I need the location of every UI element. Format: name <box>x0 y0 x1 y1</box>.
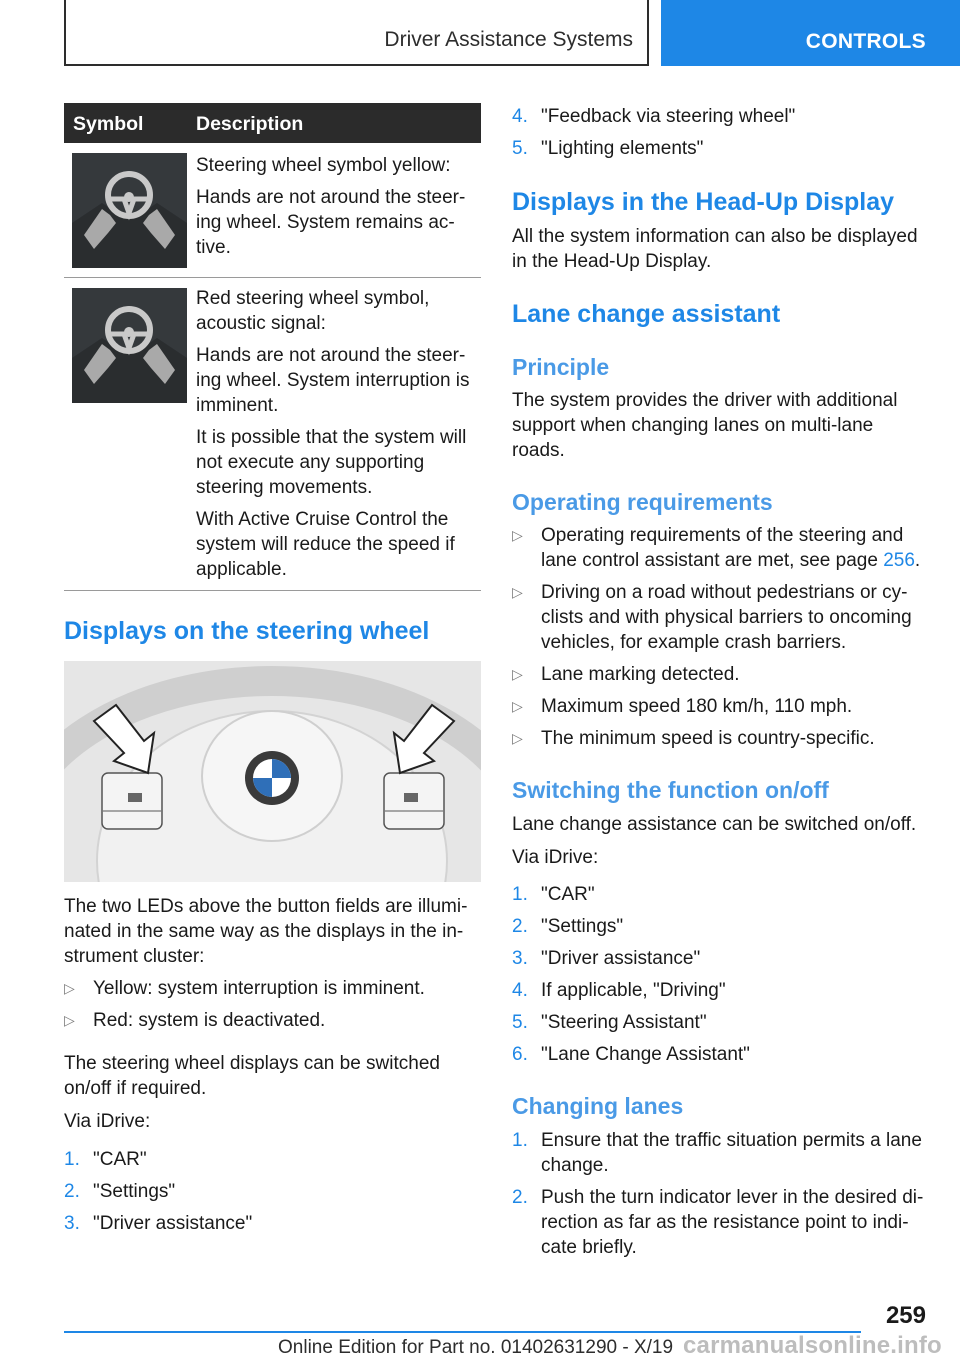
switching-text: Lane change assistance can be switched on/off. <box>512 814 917 835</box>
steering-led-list <box>64 976 481 1033</box>
list-item-text: The minimum speed is country-specific. <box>541 728 875 749</box>
description-line: It is possible that the system will not execute any supporting steering movements. <box>196 427 467 498</box>
step-number: 1. <box>512 1130 528 1151</box>
list-item-text: Lane marking detected. <box>541 664 740 685</box>
step-text: Ensure that the traffic situation permits a lane change. <box>541 1130 922 1176</box>
step-text: "Driver assistance" <box>93 1213 253 1234</box>
list-item <box>64 976 481 1001</box>
heading-principle: Principle <box>512 354 610 380</box>
list-item <box>512 914 930 939</box>
list-item <box>512 662 930 687</box>
list-item-text: Yellow: system interruption is imminent. <box>93 978 425 999</box>
list-item <box>512 946 930 971</box>
step-text: "Steering Assistant" <box>541 1012 707 1033</box>
description-line: With Active Cruise Control the system will reduce the speed if applicable. <box>196 509 455 580</box>
switching-steps-list <box>512 882 930 1067</box>
description-line: Hands are not around the steer-ing wheel. System interruption is imminent. <box>196 345 470 416</box>
step-text: "Settings" <box>541 916 624 937</box>
heading-lane-change-assistant: Lane change assistant <box>512 300 781 328</box>
header-chapter-title: CONTROLS <box>805 30 926 53</box>
header-section-box <box>64 0 649 66</box>
list-item <box>512 104 930 129</box>
step-number: 3. <box>64 1213 80 1234</box>
list-item-text: Maximum speed 180 km/h, 110 mph. <box>541 696 853 717</box>
table-header <box>64 103 481 143</box>
list-item <box>512 1185 930 1260</box>
symbol-table <box>64 103 481 591</box>
step-text: "CAR" <box>541 884 595 905</box>
step-number: 1. <box>64 1149 80 1170</box>
steering-intro-text: The two LEDs above the button fields are illumi-nated in the same way as the displays in the in-strument cluster: <box>64 896 468 967</box>
table-row <box>64 278 481 591</box>
heading-switching-function: Switching the function on/off <box>512 777 829 803</box>
page-number: 259 <box>885 1302 926 1329</box>
table-row <box>64 143 481 278</box>
changing-steps-list <box>512 1128 930 1260</box>
list-item <box>64 1008 481 1033</box>
heading-changing-lanes: Changing lanes <box>512 1093 684 1119</box>
list-item <box>512 694 930 719</box>
list-item <box>512 136 930 161</box>
steering-wheel-yellow-icon <box>72 153 187 268</box>
triangle-bullet-icon: ▷ <box>512 527 523 543</box>
column-header-symbol: Symbol <box>73 113 144 135</box>
triangle-bullet-icon: ▷ <box>512 584 523 600</box>
steering-via-text: Via iDrive: <box>64 1111 151 1132</box>
step-number: 4. <box>512 106 528 127</box>
step-number: 2. <box>64 1181 80 1202</box>
steering-wheel-photo <box>64 661 481 882</box>
triangle-bullet-icon: ▷ <box>64 1012 75 1028</box>
description-line: Red steering wheel symbol, acoustic signal: <box>196 288 430 334</box>
step-text: "Driver assistance" <box>541 948 701 969</box>
heading-steering-wheel-displays: Displays on the steering wheel <box>64 617 430 645</box>
list-item-text-end: . <box>914 550 921 571</box>
step-number: 2. <box>512 916 528 937</box>
step-text: If applicable, "Driving" <box>541 980 726 1001</box>
step-number: 3. <box>512 948 528 969</box>
list-item <box>64 1179 481 1204</box>
footer-edition-text: Online Edition for Part no. 01402631290 - X/19 <box>278 1337 674 1358</box>
page-reference-link[interactable]: 256 <box>883 550 915 571</box>
row-description <box>196 153 477 267</box>
requirements-list <box>512 523 930 751</box>
list-item <box>64 1211 481 1236</box>
triangle-bullet-icon: ▷ <box>512 730 523 746</box>
step-text: "CAR" <box>93 1149 147 1170</box>
step-number: 4. <box>512 980 528 1001</box>
step-number: 2. <box>512 1187 528 1208</box>
list-item <box>512 580 930 655</box>
list-item <box>512 978 930 1003</box>
step-number: 5. <box>512 138 528 159</box>
page-header <box>0 0 960 66</box>
list-item <box>512 882 930 907</box>
switching-via-text: Via iDrive: <box>512 847 599 868</box>
list-item-text: Operating requirements of the steering and lane control assistant are met, see page <box>541 525 904 571</box>
hud-text: All the system information can also be displayed in the Head-Up Display. <box>512 226 918 272</box>
step-number: 5. <box>512 1012 528 1033</box>
header-section-title: Driver Assistance Systems <box>384 28 633 51</box>
step-text: "Lane Change Assistant" <box>541 1044 750 1065</box>
list-item <box>64 1147 481 1172</box>
step-text: "Lighting elements" <box>541 138 704 159</box>
triangle-bullet-icon: ▷ <box>512 666 523 682</box>
principle-text: The system provides the driver with additional support when changing lanes on multi-lane roads. <box>512 390 898 461</box>
row-description <box>196 286 477 589</box>
list-item <box>512 726 930 751</box>
list-item <box>512 1010 930 1035</box>
list-item <box>512 1042 930 1067</box>
step-number: 6. <box>512 1044 528 1065</box>
triangle-bullet-icon: ▷ <box>512 698 523 714</box>
triangle-bullet-icon: ▷ <box>64 980 75 996</box>
step-number: 1. <box>512 884 528 905</box>
continued-steps-list <box>512 104 930 161</box>
footer-watermark: carmanualsonline.info <box>683 1332 942 1359</box>
step-text: Push the turn indicator lever in the desired di-rection as far as the resistance point to indi-cate briefly. <box>541 1187 924 1258</box>
list-item <box>512 1128 930 1178</box>
header-chapter-box <box>661 0 960 66</box>
list-item-text: Driving on a road without pedestrians or cy-clists and with physical barriers to oncoming vehicles, for example crash barriers. <box>541 582 912 653</box>
steering-note-text: The steering wheel displays can be switched on/off if required. <box>64 1053 440 1099</box>
description-line: Hands are not around the steer-ing wheel. System remains ac-tive. <box>196 187 466 258</box>
list-item <box>512 523 930 573</box>
steering-steps-list <box>64 1147 481 1236</box>
heading-hud-displays: Displays in the Head-Up Display <box>512 188 895 216</box>
step-text: "Settings" <box>93 1181 176 1202</box>
description-line: Steering wheel symbol yellow: <box>196 155 451 176</box>
list-item-text: Red: system is deactivated. <box>93 1010 326 1031</box>
step-text: "Feedback via steering wheel" <box>541 106 796 127</box>
steering-wheel-red-icon <box>72 288 187 403</box>
heading-operating-requirements: Operating requirements <box>512 489 773 515</box>
column-header-description: Description <box>196 113 304 135</box>
